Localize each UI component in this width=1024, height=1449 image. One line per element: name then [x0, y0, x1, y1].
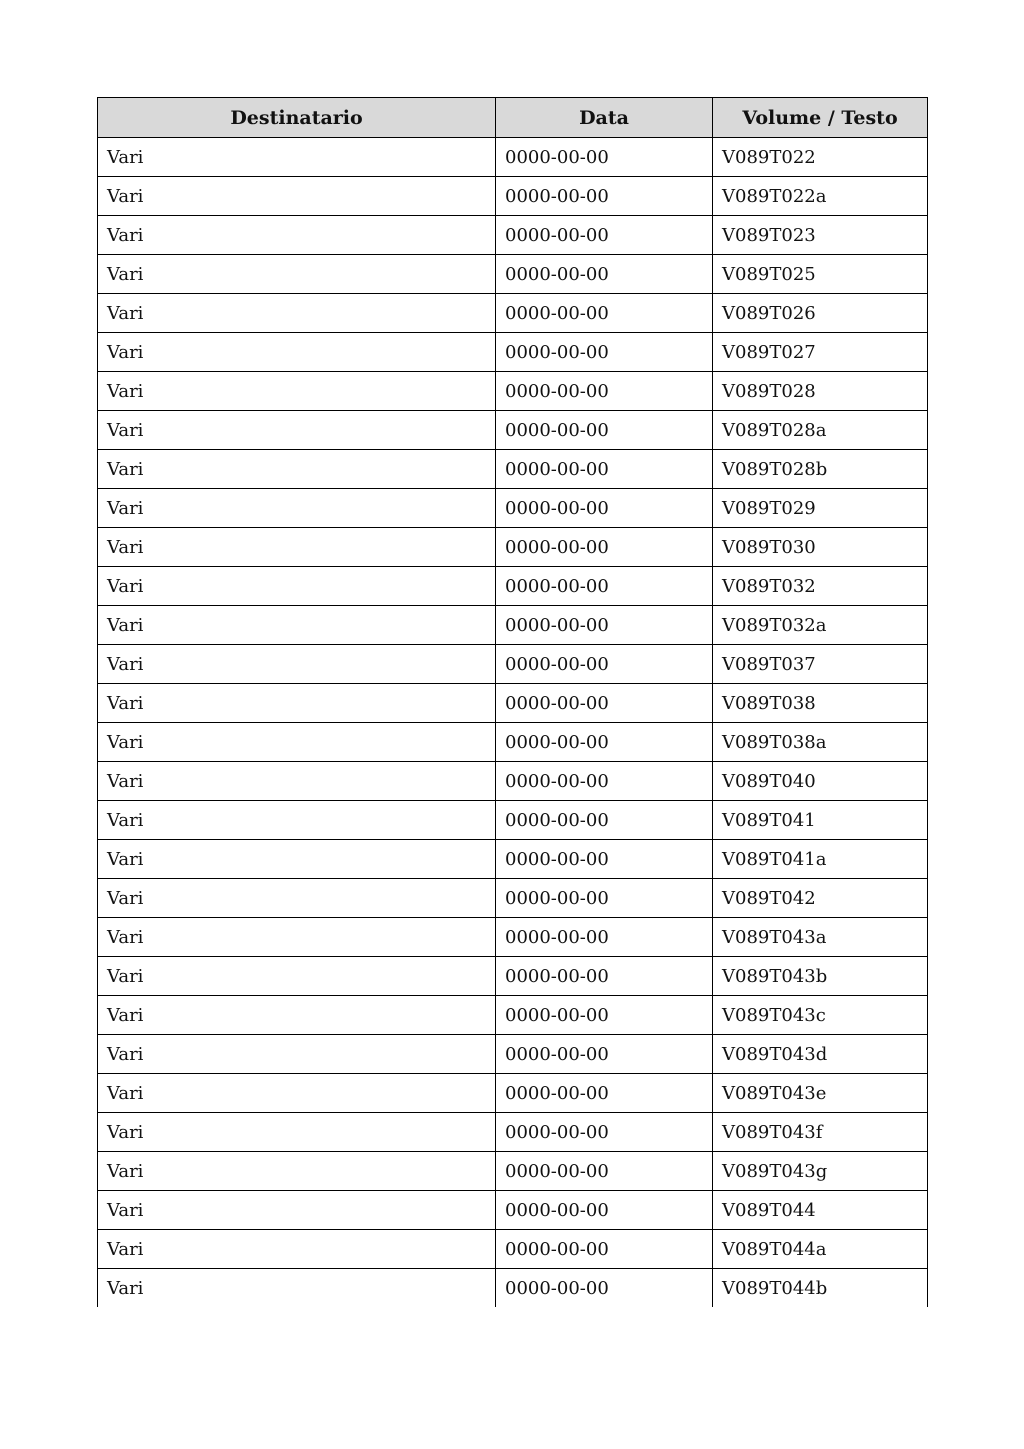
cell-volume-testo: V089T037 — [713, 645, 928, 684]
cell-volume-testo: V089T038 — [713, 684, 928, 723]
cell-destinatario: Vari — [98, 723, 496, 762]
cell-destinatario: Vari — [98, 1191, 496, 1230]
cell-volume-testo: V089T043d — [713, 1035, 928, 1074]
cell-volume-testo: V089T042 — [713, 879, 928, 918]
cell-volume-testo: V089T022 — [713, 138, 928, 177]
cell-destinatario: Vari — [98, 645, 496, 684]
cell-destinatario: Vari — [98, 333, 496, 372]
cell-volume-testo: V089T032 — [713, 567, 928, 606]
table-row — [98, 684, 928, 723]
cell-volume-testo: V089T044a — [713, 1230, 928, 1269]
table-row — [98, 333, 928, 372]
cell-data: 0000-00-00 — [496, 1113, 713, 1152]
cell-destinatario: Vari — [98, 1035, 496, 1074]
cell-data: 0000-00-00 — [496, 762, 713, 801]
cell-data: 0000-00-00 — [496, 1035, 713, 1074]
cell-destinatario: Vari — [98, 1152, 496, 1191]
cell-destinatario: Vari — [98, 1113, 496, 1152]
cell-volume-testo: V089T041a — [713, 840, 928, 879]
table-row — [98, 1152, 928, 1191]
table-row — [98, 879, 928, 918]
cell-volume-testo: V089T027 — [713, 333, 928, 372]
cell-volume-testo: V089T041 — [713, 801, 928, 840]
cell-destinatario: Vari — [98, 996, 496, 1035]
table-header-row — [98, 98, 928, 138]
cell-destinatario: Vari — [98, 957, 496, 996]
cell-data: 0000-00-00 — [496, 918, 713, 957]
table-row — [98, 450, 928, 489]
cell-volume-testo: V089T028a — [713, 411, 928, 450]
cell-volume-testo: V089T043c — [713, 996, 928, 1035]
cell-volume-testo: V089T028 — [713, 372, 928, 411]
cell-destinatario: Vari — [98, 450, 496, 489]
cell-data: 0000-00-00 — [496, 528, 713, 567]
cell-destinatario: Vari — [98, 216, 496, 255]
cell-data: 0000-00-00 — [496, 372, 713, 411]
table-row — [98, 996, 928, 1035]
cell-destinatario: Vari — [98, 762, 496, 801]
table-row — [98, 762, 928, 801]
cell-destinatario: Vari — [98, 294, 496, 333]
cell-data: 0000-00-00 — [496, 996, 713, 1035]
cell-volume-testo: V089T040 — [713, 762, 928, 801]
cell-destinatario: Vari — [98, 528, 496, 567]
cell-destinatario: Vari — [98, 1230, 496, 1269]
table-row — [98, 372, 928, 411]
cell-data: 0000-00-00 — [496, 567, 713, 606]
cell-volume-testo: V089T029 — [713, 489, 928, 528]
table-row — [98, 1113, 928, 1152]
cell-destinatario: Vari — [98, 684, 496, 723]
column-header-destinatario: Destinatario — [98, 98, 496, 138]
table-row — [98, 177, 928, 216]
table-row — [98, 1074, 928, 1113]
cell-volume-testo: V089T043a — [713, 918, 928, 957]
table-row — [98, 216, 928, 255]
table-row — [98, 801, 928, 840]
cell-data: 0000-00-00 — [496, 645, 713, 684]
cell-data: 0000-00-00 — [496, 1191, 713, 1230]
cell-volume-testo: V089T028b — [713, 450, 928, 489]
cell-data: 0000-00-00 — [496, 1152, 713, 1191]
cell-data: 0000-00-00 — [496, 723, 713, 762]
cell-destinatario: Vari — [98, 801, 496, 840]
cell-destinatario: Vari — [98, 1269, 496, 1308]
cell-volume-testo: V089T038a — [713, 723, 928, 762]
table-row — [98, 138, 928, 177]
cell-data: 0000-00-00 — [496, 606, 713, 645]
cell-volume-testo: V089T043g — [713, 1152, 928, 1191]
table-row — [98, 840, 928, 879]
document-page — [97, 97, 927, 1307]
cell-destinatario: Vari — [98, 138, 496, 177]
table-row — [98, 1230, 928, 1269]
cell-volume-testo: V089T022a — [713, 177, 928, 216]
cell-data: 0000-00-00 — [496, 177, 713, 216]
cell-volume-testo: V089T043b — [713, 957, 928, 996]
cell-destinatario: Vari — [98, 879, 496, 918]
cell-data: 0000-00-00 — [496, 1230, 713, 1269]
cell-data: 0000-00-00 — [496, 879, 713, 918]
table-row — [98, 255, 928, 294]
cell-destinatario: Vari — [98, 177, 496, 216]
column-header-volume-testo: Volume / Testo — [713, 98, 928, 138]
cell-data: 0000-00-00 — [496, 489, 713, 528]
cell-destinatario: Vari — [98, 411, 496, 450]
table-row — [98, 489, 928, 528]
cell-data: 0000-00-00 — [496, 957, 713, 996]
cell-data: 0000-00-00 — [496, 801, 713, 840]
cell-volume-testo: V089T025 — [713, 255, 928, 294]
cell-data: 0000-00-00 — [496, 294, 713, 333]
cell-volume-testo: V089T026 — [713, 294, 928, 333]
table-row — [98, 411, 928, 450]
cell-data: 0000-00-00 — [496, 684, 713, 723]
cell-destinatario: Vari — [98, 489, 496, 528]
table-row — [98, 918, 928, 957]
cell-data: 0000-00-00 — [496, 138, 713, 177]
cell-data: 0000-00-00 — [496, 411, 713, 450]
cell-data: 0000-00-00 — [496, 1074, 713, 1113]
cell-data: 0000-00-00 — [496, 255, 713, 294]
cell-volume-testo: V089T023 — [713, 216, 928, 255]
cell-destinatario: Vari — [98, 255, 496, 294]
table-row — [98, 723, 928, 762]
cell-destinatario: Vari — [98, 372, 496, 411]
cell-volume-testo: V089T044 — [713, 1191, 928, 1230]
table-row — [98, 567, 928, 606]
cell-volume-testo: V089T043e — [713, 1074, 928, 1113]
cell-volume-testo: V089T030 — [713, 528, 928, 567]
table-row — [98, 1191, 928, 1230]
cell-destinatario: Vari — [98, 840, 496, 879]
cell-data: 0000-00-00 — [496, 216, 713, 255]
table-row — [98, 528, 928, 567]
cell-volume-testo: V089T044b — [713, 1269, 928, 1308]
cell-data: 0000-00-00 — [496, 450, 713, 489]
cell-destinatario: Vari — [98, 567, 496, 606]
cell-destinatario: Vari — [98, 606, 496, 645]
column-header-data: Data — [496, 98, 713, 138]
cell-volume-testo: V089T043f — [713, 1113, 928, 1152]
table-row — [98, 1035, 928, 1074]
table-row — [98, 294, 928, 333]
table-row — [98, 957, 928, 996]
cell-destinatario: Vari — [98, 918, 496, 957]
cell-data: 0000-00-00 — [496, 333, 713, 372]
table-row — [98, 606, 928, 645]
cell-data: 0000-00-00 — [496, 840, 713, 879]
cell-destinatario: Vari — [98, 1074, 496, 1113]
records-table — [97, 97, 928, 1307]
cell-data: 0000-00-00 — [496, 1269, 713, 1308]
table-row — [98, 1269, 928, 1308]
table-row — [98, 645, 928, 684]
cell-volume-testo: V089T032a — [713, 606, 928, 645]
table-body — [98, 138, 928, 1308]
